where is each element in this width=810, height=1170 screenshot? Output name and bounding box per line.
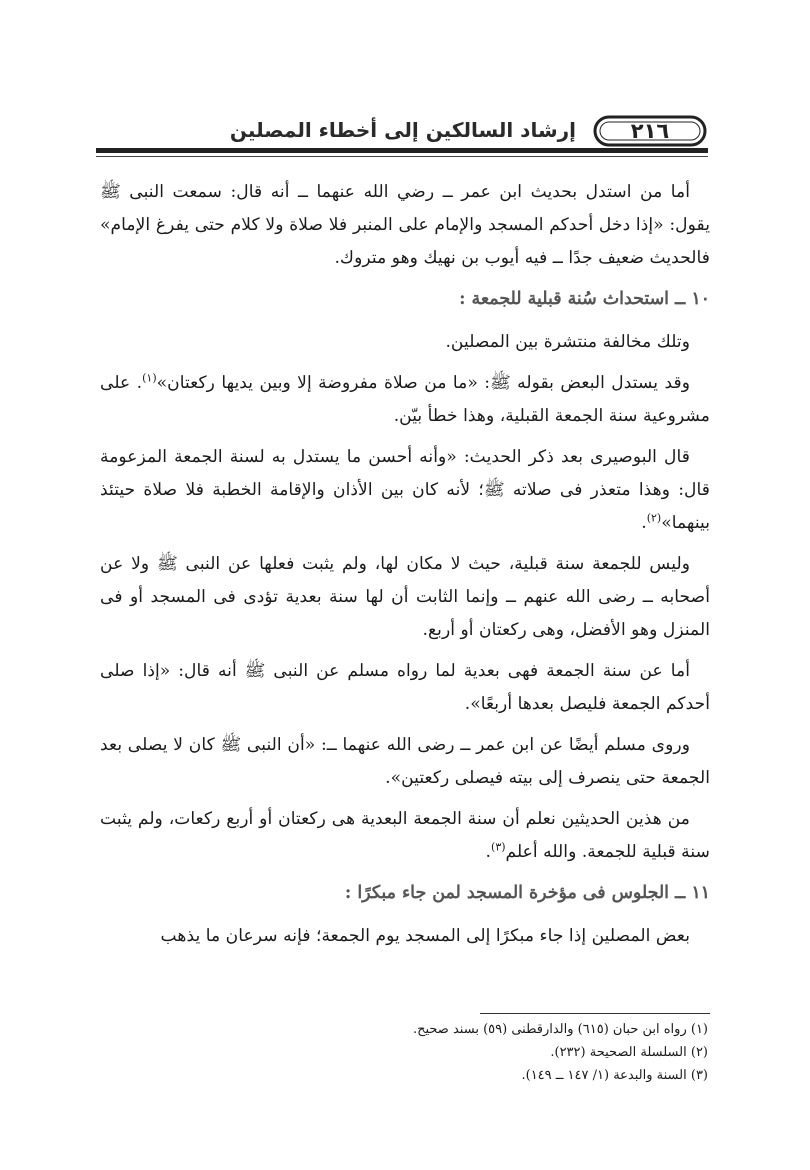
footnote: (٣) السنة والبدعة (١/ ١٤٧ ــ ١٤٩). [521, 1068, 708, 1083]
paragraph-text: . [641, 513, 647, 533]
paragraph-text: قال البوصيرى بعد ذكر الحديث: «وأنه أحسن ما يستدل به لسنة الجمعة المزعومة قال: وهذا متعذر فى صلاته ﷺ؛ لأنه كان بين الأذان والإقامة الخطبة فلا صلاة حيتئذ بينهما» [100, 447, 710, 533]
footnotes [208, 1018, 708, 1087]
page-number: ٢١٦ [630, 119, 670, 143]
paragraph: أما عن سنة الجمعة فهى بعدية لما رواه مسلم عن النبى ﷺ أنه قال: «إذا صلى أحدكم الجمعة فليصل بعدها أربعًا». [100, 661, 710, 714]
paragraph: وتلك مخالفة منتشرة بين المصلين. [445, 332, 690, 352]
header-rule-thin [96, 156, 708, 157]
paragraph-text: . [485, 842, 492, 862]
footnote: (٢) السلسلة الصحيحة (٢٣٢). [550, 1045, 708, 1060]
page-number-badge [592, 114, 708, 148]
header-rule-thick [96, 148, 708, 153]
paragraph [100, 441, 710, 540]
main-text [100, 176, 710, 961]
paragraph-text: من هذين الحديثين نعلم أن سنة الجمعة البعدية هى ركعتان أو أربع ركعات، ولم يثبت سنة قبلية للجمعة. والله أعلم [100, 809, 710, 862]
footnote-ref: (٣) [491, 840, 506, 854]
section-heading-10: ١٠ ــ استحداث سُنة قبلية للجمعة : [459, 289, 710, 309]
book-title: إرشاد السالكين إلى أخطاء المصلين [229, 118, 576, 142]
page-header [96, 112, 708, 152]
paragraph: وليس للجمعة سنة قبلية، حيث لا مكان لها، ولم يثبت فعلها عن النبى ﷺ ولا عن أصحابه ــ رضى الله عنهم ــ وإنما الثابت أن لها سنة بعدية تؤدى فى المسجد أو فى المنزل وهو الأفضل، وهى ركعتان أو أربع. [100, 554, 710, 640]
paragraph [100, 367, 710, 433]
footnote-ref: (١) [142, 371, 157, 385]
footnote-separator [480, 1013, 710, 1014]
paragraph: وروى مسلم أيضًا عن ابن عمر ــ رضى الله عنهما ــ: «أن النبى ﷺ كان لا يصلى بعد الجمعة حتى ينصرف إلى بيته فيصلى ركعتين». [100, 735, 710, 788]
paragraph: أما من استدل بحديث ابن عمر ــ رضي الله عنهما ــ أنه قال: سمعت النبى ﷺ يقول: «إذا دخل أحدكم المسجد والإمام على المنبر فلا صلاة ولا كلام حتى يفرغ الإمام» فالحديث ضعيف جدًا ــ فيه أيوب بن نهيك وهو متروك. [100, 182, 710, 268]
paragraph [100, 803, 710, 869]
section-heading-11: ١١ ــ الجلوس فى مؤخرة المسجد لمن جاء مبكرًا : [344, 883, 710, 903]
footnote: (١) رواه ابن حبان (٦١٥) والدارقطنى (٥٩) بسند صحيح. [412, 1022, 708, 1037]
paragraph-text: وقد يستدل البعض بقوله ﷺ: «ما من صلاة مفروضة إلا وبين يديها ركعتان» [156, 373, 690, 393]
paragraph: بعض المصلين إذا جاء مبكرًا إلى المسجد يوم الجمعة؛ فإنه سرعان ما يذهب [160, 926, 690, 946]
footnote-ref: (٢) [646, 511, 662, 525]
paragraph-text: . على مشروعية سنة الجمعة القبلية، وهذا خطأ بيّن. [100, 373, 710, 426]
